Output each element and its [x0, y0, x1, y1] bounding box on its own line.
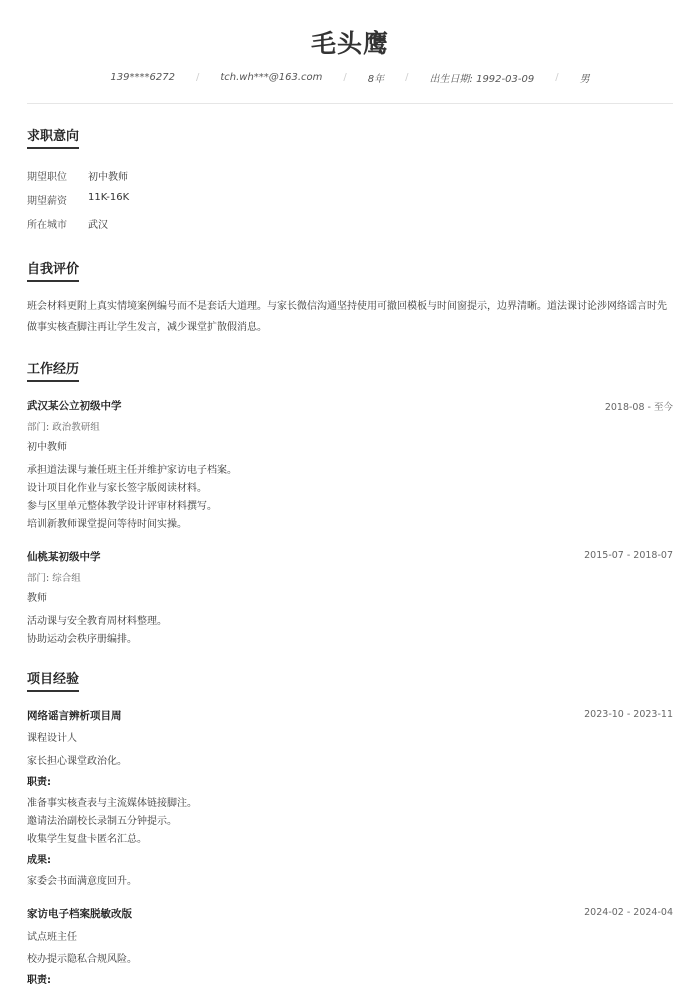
- separator: /: [343, 72, 347, 83]
- duty-label: 职责:: [27, 777, 51, 788]
- project-date: 2023-10 - 2023-11: [584, 709, 673, 720]
- birth-date: 出生日期: 1992-03-09: [429, 74, 535, 85]
- project-name: 家访电子档案脱敏改版: [27, 908, 132, 920]
- project-desc: 校办提示隐私合规风险。: [27, 954, 137, 965]
- project-duty: 邀请法治副校长录制五分钟提示。: [27, 816, 177, 827]
- section-title-self: 自我评价: [27, 258, 79, 277]
- project-date: 2024-02 - 2024-04: [584, 907, 673, 918]
- work-line: 承担道法课与兼任班主任并维护家访电子档案。: [27, 465, 237, 476]
- intent-label: 期望薪资: [27, 196, 67, 207]
- candidate-name: 毛头鹰: [310, 29, 389, 58]
- intent-value: 11K-16K: [88, 192, 130, 203]
- separator: /: [555, 72, 559, 83]
- project-duty: 收集学生复盘卡匿名汇总。: [27, 834, 147, 845]
- project-result: 家委会书面满意度回升。: [27, 876, 137, 887]
- work-date: 2015-07 - 2018-07: [584, 550, 673, 561]
- work-line: 参与区里单元整体教学设计评审材料撰写。: [27, 501, 217, 512]
- section-title-projects: 项目经验: [27, 668, 79, 687]
- work-line: 协助运动会秩序册编排。: [27, 634, 137, 645]
- project-role: 课程设计人: [27, 733, 77, 744]
- intent-label: 所在城市: [27, 220, 67, 231]
- work-date: 2018-08 - 至今: [604, 402, 673, 413]
- project-name: 网络谣言辨析项目周: [27, 710, 122, 722]
- experience-years: 8年: [367, 74, 385, 85]
- work-line: 培训新教师课堂提问等待时间实操。: [27, 519, 187, 530]
- work-role: 初中教师: [27, 442, 67, 453]
- section-title-work: 工作经历: [27, 358, 79, 377]
- header-divider: [27, 103, 673, 104]
- work-line: 设计项目化作业与家长签字版阅读材料。: [27, 483, 207, 494]
- email: tch.wh***@163.com: [220, 72, 323, 83]
- project-duty: 准备事实核查表与主流媒体链接脚注。: [27, 798, 197, 809]
- phone: 139****6272: [110, 72, 175, 83]
- work-dept: 部门: 综合组: [27, 573, 81, 584]
- separator: /: [195, 72, 200, 83]
- work-company: 仙桃某初级中学: [27, 551, 101, 563]
- gender: 男: [579, 74, 590, 85]
- result-label: 成果:: [27, 855, 51, 866]
- intent-value: 武汉: [88, 220, 108, 231]
- work-role: 教师: [27, 593, 47, 604]
- separator: /: [405, 72, 409, 83]
- duty-label: 职责:: [27, 975, 51, 986]
- work-dept: 部门: 政治教研组: [27, 422, 100, 433]
- project-desc: 家长担心课堂政治化。: [27, 756, 127, 767]
- self-evaluation-text: 班会材料更附上真实情境案例编号而不是套话大道理。与家长微信沟通坚持使用可撤回模板与时间窗提示，边界清晰。道法课讨论涉网络谣言时先做事实核查脚注再让学生发言，减少课堂扩散假消息。: [27, 301, 667, 333]
- work-company: 武汉某公立初级中学: [27, 400, 122, 412]
- intent-value: 初中教师: [88, 172, 128, 183]
- contact-bar: [0, 70, 700, 85]
- section-title-intent: 求职意向: [27, 125, 79, 144]
- intent-label: 期望职位: [27, 172, 67, 183]
- work-line: 活动课与安全教育周材料整理。: [27, 616, 167, 627]
- project-role: 试点班主任: [27, 932, 77, 943]
